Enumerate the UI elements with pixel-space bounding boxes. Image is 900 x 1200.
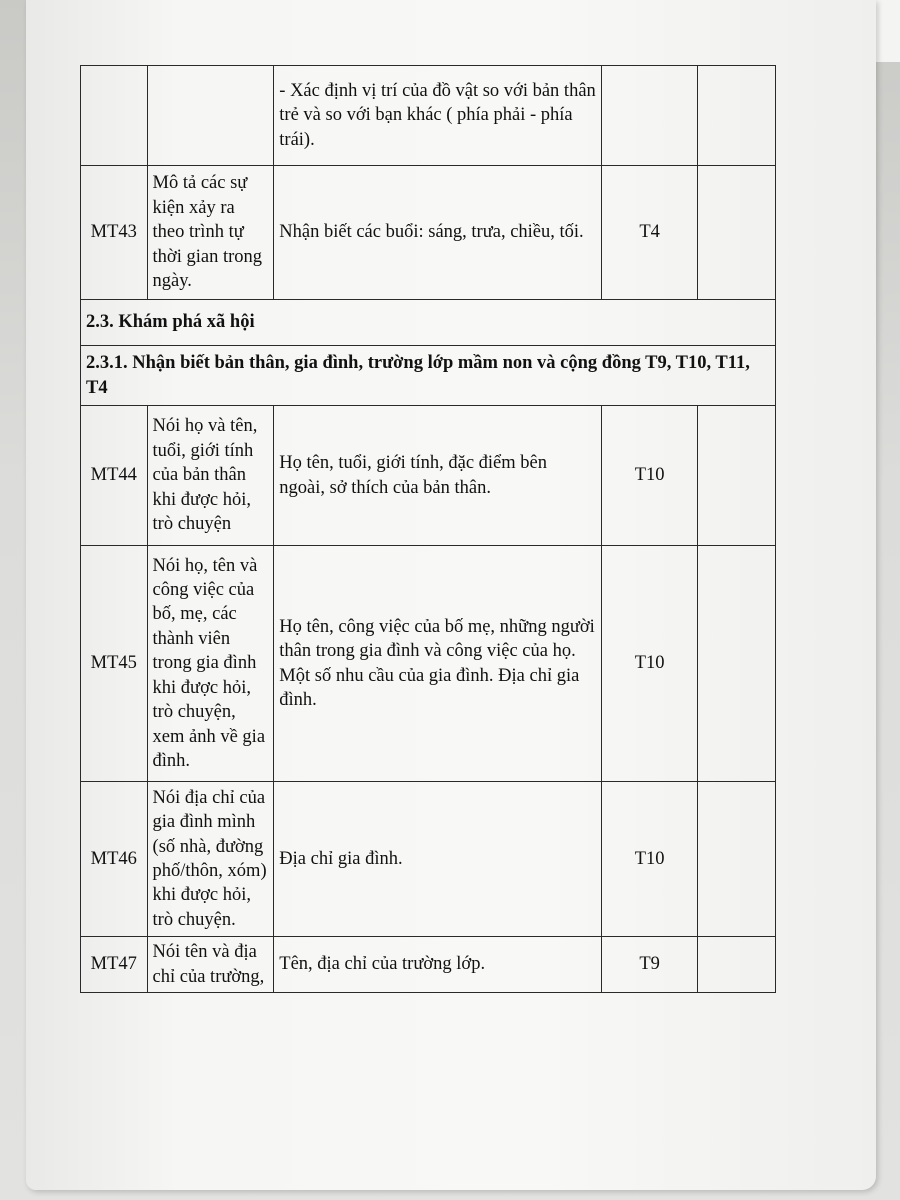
row-goal: Mô tả các sự kiện xảy ra theo trình tự thời gian trong ngày. [147, 166, 274, 300]
row-code: MT45 [81, 546, 148, 782]
subsection-heading-row [81, 346, 776, 406]
row-content: Địa chỉ gia đình. [274, 782, 602, 937]
row-goal: Nói địa chỉ của gia đình mình (số nhà, đường phố/thôn, xóm) khi được hỏi, trò chuyện. [147, 782, 274, 937]
row-content: Họ tên, công việc của bố mẹ, những người thân trong gia đình và công việc của họ. Một số nhu cầu của gia đình. Địa chỉ gia đình. [274, 546, 602, 782]
row-goal: Nói họ, tên và công việc của bố, mẹ, các thành viên trong gia đình khi được hỏi, trò chuyện, xem ảnh về gia đình. [147, 546, 274, 782]
row-time [602, 66, 698, 166]
section-heading-row [81, 300, 776, 346]
row-content: Tên, địa chỉ của trường lớp. [274, 937, 602, 993]
row-content: Nhận biết các buổi: sáng, trưa, chiều, tối. [274, 166, 602, 300]
row-note [698, 166, 776, 300]
row-code: MT46 [81, 782, 148, 937]
row-content: Họ tên, tuổi, giới tính, đặc điểm bên ngoài, sở thích của bản thân. [274, 406, 602, 546]
row-time: T10 [602, 406, 698, 546]
section-heading: 2.3. Khám phá xã hội [81, 300, 776, 346]
table-row [81, 166, 776, 300]
row-time: T9 [602, 937, 698, 993]
row-time: T10 [602, 782, 698, 937]
row-time: T4 [602, 166, 698, 300]
row-note [698, 937, 776, 993]
row-note [698, 66, 776, 166]
row-goal [147, 66, 274, 166]
row-code: MT47 [81, 937, 148, 993]
row-code: MT44 [81, 406, 148, 546]
row-goal: Nói tên và địa chỉ của trường, [147, 937, 274, 993]
row-code: MT43 [81, 166, 148, 300]
row-note [698, 546, 776, 782]
curriculum-table [80, 65, 776, 993]
row-note [698, 782, 776, 937]
table-row [81, 782, 776, 937]
table-row [81, 546, 776, 782]
table-row [81, 66, 776, 166]
table-row [81, 937, 776, 993]
row-note [698, 406, 776, 546]
subsection-heading: 2.3.1. Nhận biết bản thân, gia đình, trường lớp mầm non và cộng đồng T9, T10, T11, T4 [81, 346, 776, 406]
row-goal: Nói họ và tên, tuổi, giới tính của bản thân khi được hỏi, trò chuyện [147, 406, 274, 546]
row-code [81, 66, 148, 166]
row-time: T10 [602, 546, 698, 782]
row-content: - Xác định vị trí của đồ vật so với bản thân trẻ và so với bạn khác ( phía phải - phía trái). [274, 66, 602, 166]
table-row [81, 406, 776, 546]
